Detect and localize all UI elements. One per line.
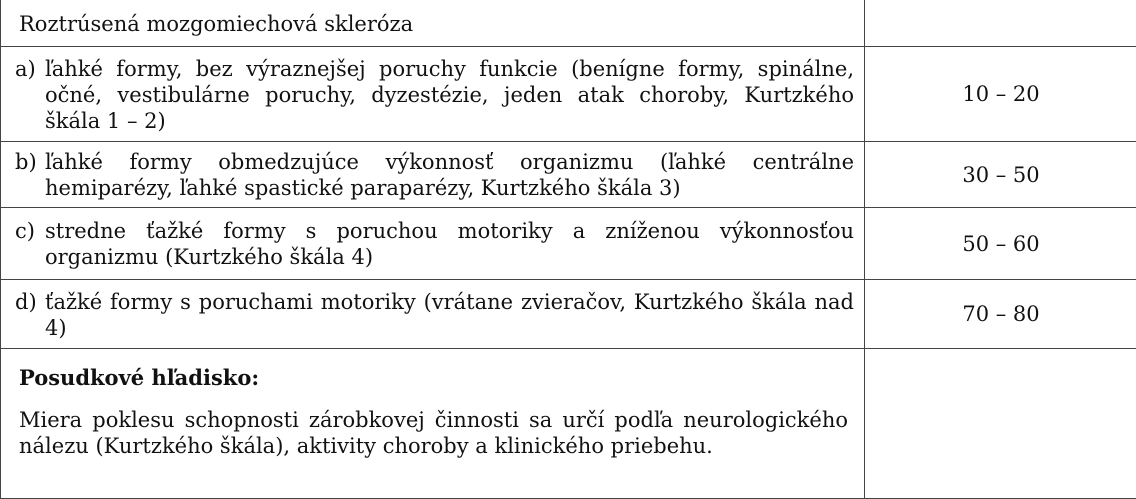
row-value: 70 – 80 [865,280,1136,349]
section-title: Roztrúsená mozgomiechová skleróza [1,0,865,47]
row-value: 10 – 20 [865,47,1136,142]
assessment-text: Miera poklesu schopnosti zárobkovej činnosti sa určí podľa neurologického nálezu (Kurtzkého škála), aktivity choroby a klinického priebehu. [19,407,854,459]
table-row [1,47,1136,142]
row-description-cell [1,142,865,208]
row-text: ľahké formy, bez výraznejšej poruchy funkcie (benígne formy, spinálne, očné, vestibulárne poruchy, dyzestézie, jeden atak choroby, Kurtzkého škála 1 – 2) [45,56,854,134]
assessment-cell [1,349,865,499]
row-value: 30 – 50 [865,142,1136,208]
section-header-row [1,0,1136,47]
table-row [1,208,1136,280]
row-description-cell [1,47,865,142]
row-description-cell [1,280,865,349]
row-text: ľahké formy obmedzujúce výkonnosť organizmu (ľahké centrálne hemiparézy, ľahké spastické paraparézy, Kurtzkého škála 3) [45,149,854,201]
row-label: b) [15,149,45,201]
assessment-row [1,349,1136,499]
row-label: a) [15,56,45,134]
table-row [1,280,1136,349]
table-row [1,142,1136,208]
row-description-cell [1,208,865,280]
row-label: c) [15,218,45,270]
row-text: stredne ťažké formy s poruchou motoriky a zníženou výkonnosťou organizmu (Kurtzkého škála 4) [45,218,854,270]
assessment-empty-cell [865,349,1136,499]
row-value: 50 – 60 [865,208,1136,280]
row-label: d) [15,289,45,341]
assessment-title: Posudkové hľadisko: [19,365,854,391]
section-header-empty-cell [865,0,1136,47]
row-text: ťažké formy s poruchami motoriky (vrátane zvieračov, Kurtzkého škála nad 4) [45,289,854,341]
